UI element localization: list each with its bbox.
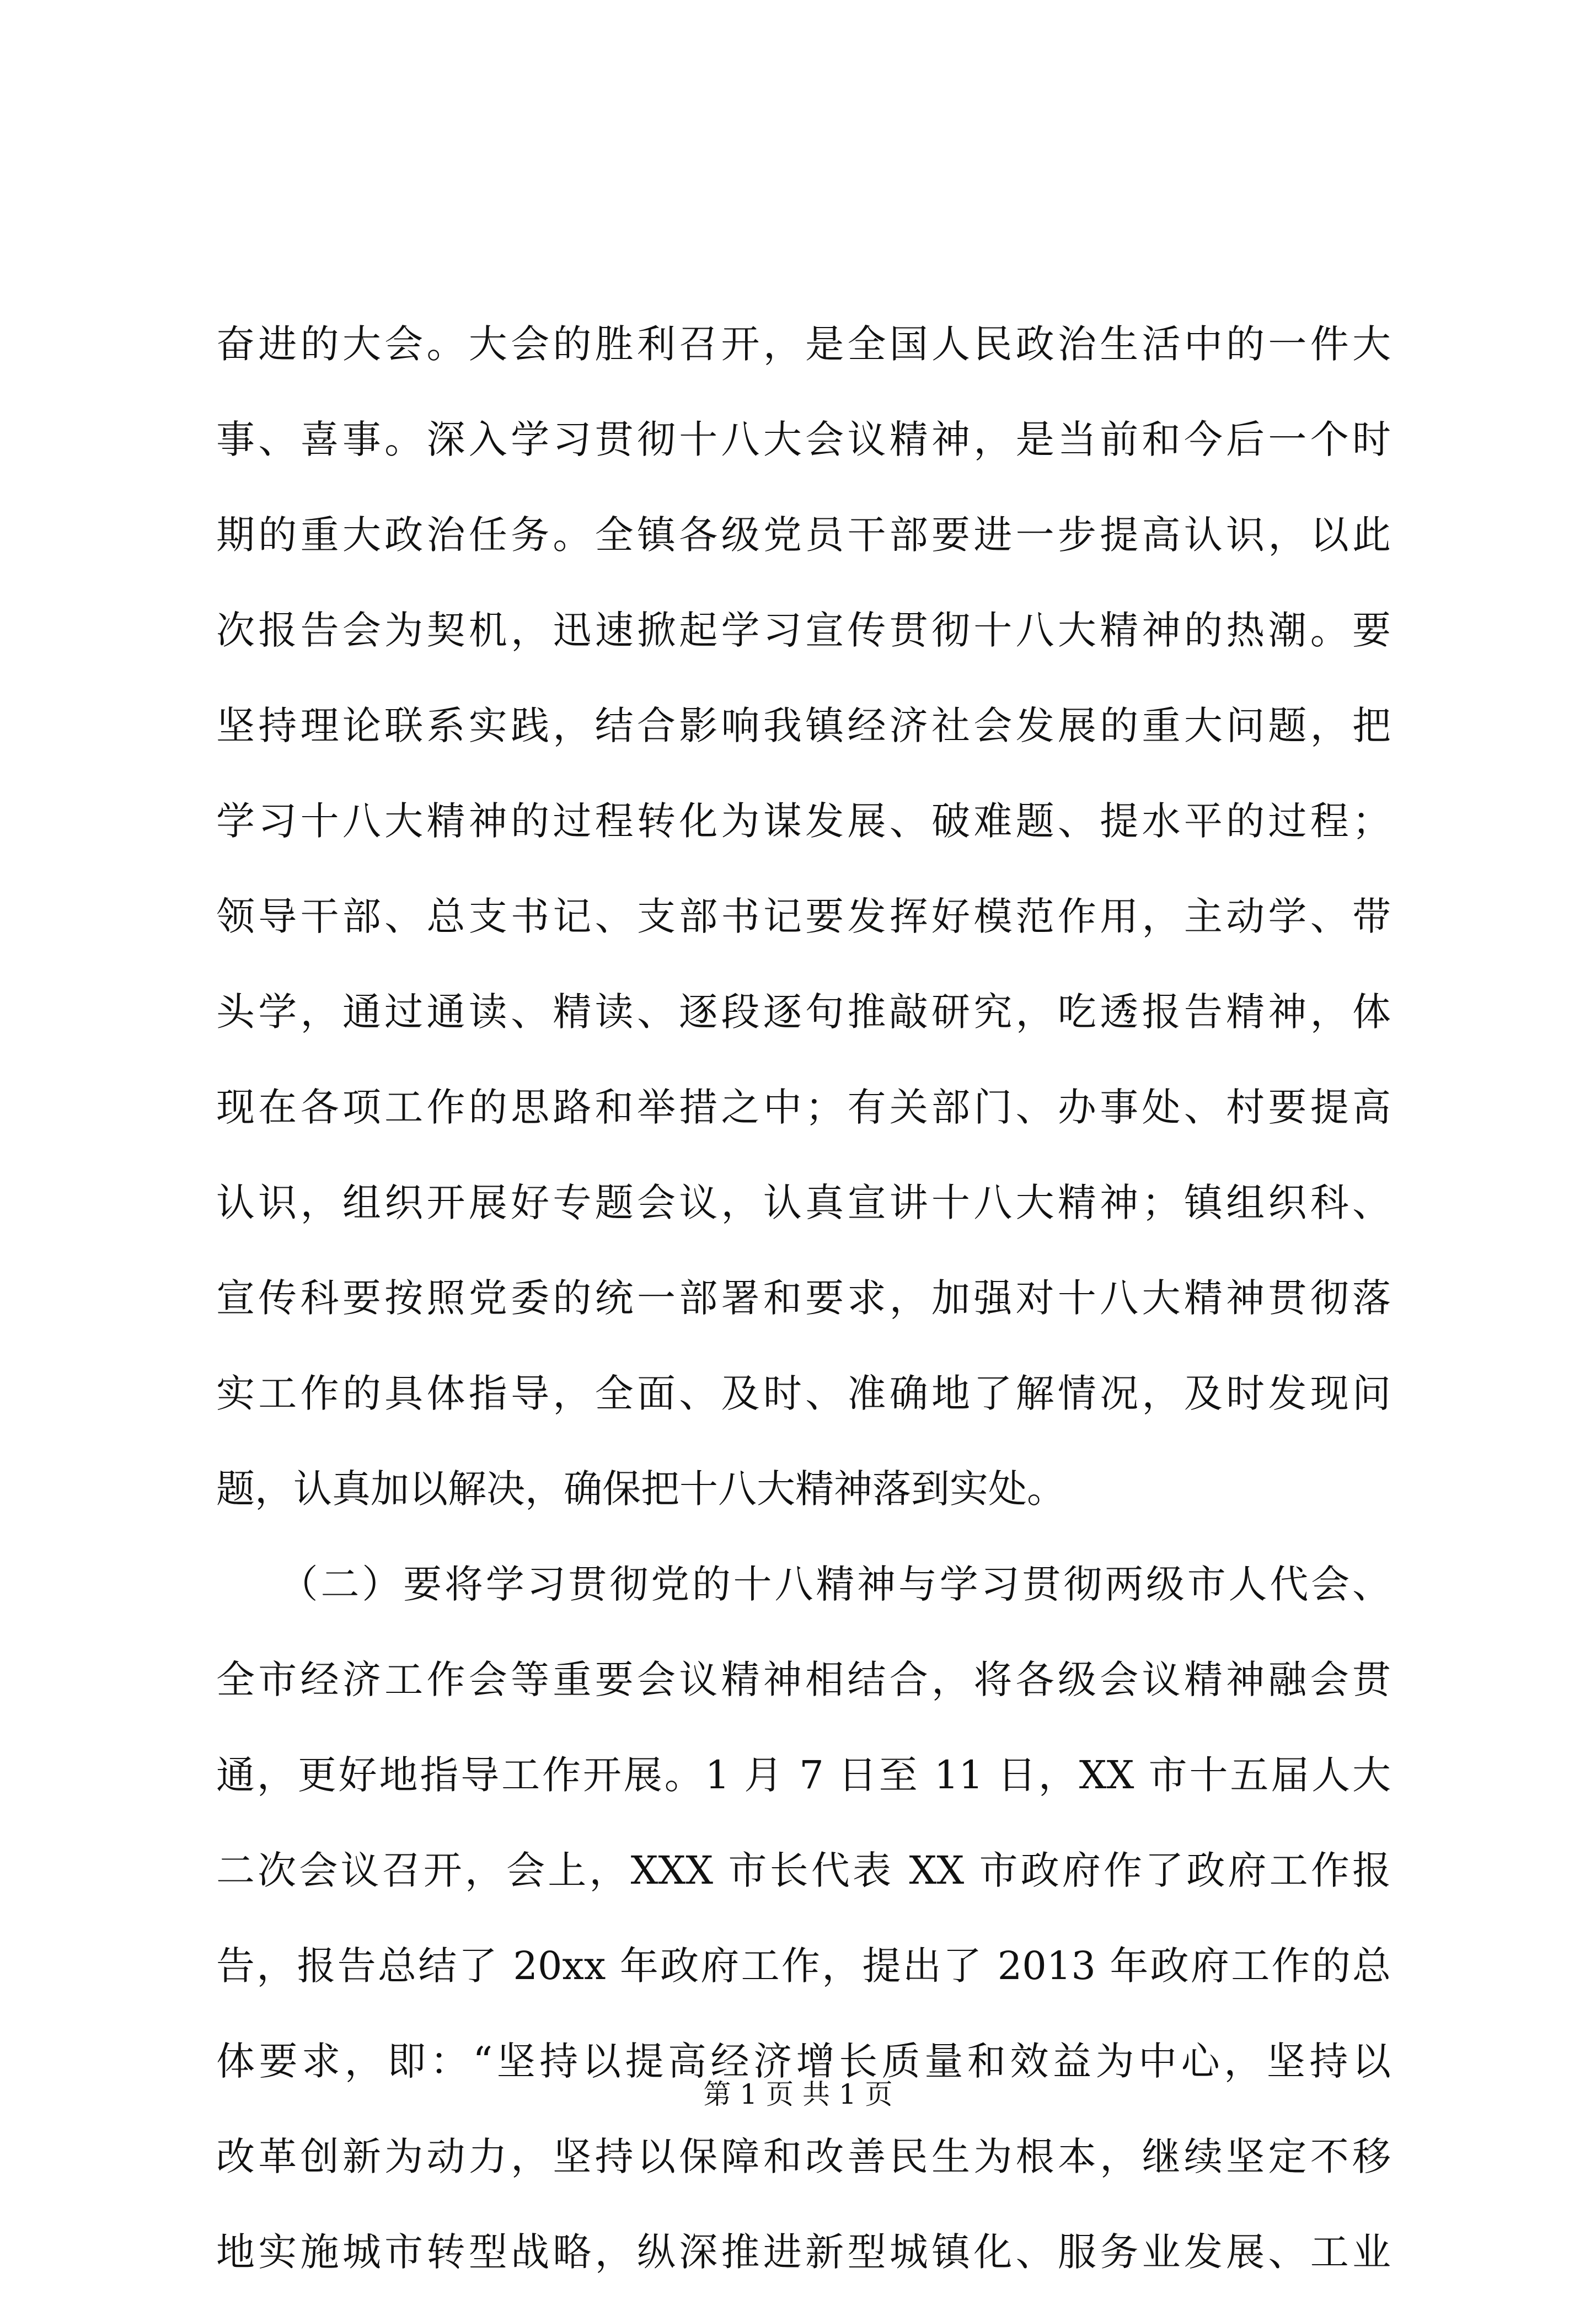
text-line: 地实施城市转型战略，纵深推进新型城镇化、服务业发展、工业 [216,2229,1391,2275]
page-footer: 第 1 页 共 1 页 [703,2078,893,2110]
document-body [216,297,1391,2300]
text-line: 头学，通过通读、精读、逐段逐句推敲研究，吃透报告精神，体 [216,989,1391,1034]
text-line: （二）要将学习贯彻党的十八精神与学习贯彻两级市人代会、 [216,1562,1391,1607]
text-line: 题，认真加以解决，确保把十八大精神落到实处。 [216,1466,1065,1511]
text-line: 认识，组织开展好专题会议，认真宣讲十八大精神；镇组织科、 [216,1180,1391,1225]
text-line: 坚持理论联系实践，结合影响我镇经济社会发展的重大问题，把 [216,703,1391,748]
text-line: 学习十八大精神的过程转化为谋发展、破难题、提水平的过程； [216,798,1391,844]
text-line: 二次会议召开，会上，XXX 市长代表 XX 市政府作了政府工作报 [216,1848,1391,1893]
text-line: 次报告会为契机，迅速掀起学习宣传贯彻十八大精神的热潮。要 [216,608,1391,653]
text-line: 领导干部、总支书记、支部书记要发挥好模范作用，主动学、带 [216,894,1391,939]
text-line: 宣传科要按照党委的统一部署和要求，加强对十八大精神贯彻落 [216,1275,1391,1321]
text-line: 实工作的具体指导，全面、及时、准确地了解情况，及时发现问 [216,1371,1391,1416]
text-line: 全市经济工作会等重要会议精神相结合，将各级会议精神融会贯 [216,1657,1391,1702]
text-line: 奋进的大会。大会的胜利召开，是全国人民政治生活中的一件大 [216,321,1391,367]
text-line: 事、喜事。深入学习贯彻十八大会议精神，是当前和今后一个时 [216,417,1391,462]
text-line: 通，更好地指导工作开展。1 月 7 日至 11 日，XX 市十五届人大 [216,1752,1391,1798]
text-line: 改革创新为动力，坚持以保障和改善民生为根本，继续坚定不移 [216,2134,1391,2179]
text-line: 现在各项工作的思路和举措之中；有关部门、办事处、村要提高 [216,1085,1391,1130]
text-line: 期的重大政治任务。全镇各级党员干部要进一步提高认识，以此 [216,512,1391,557]
text-line: 告，报告总结了 20xx 年政府工作，提出了 2013 年政府工作的总 [216,1943,1391,1988]
text-line: 体要求，即：“坚持以提高经济增长质量和效益为中心，坚持以 [216,2039,1391,2084]
